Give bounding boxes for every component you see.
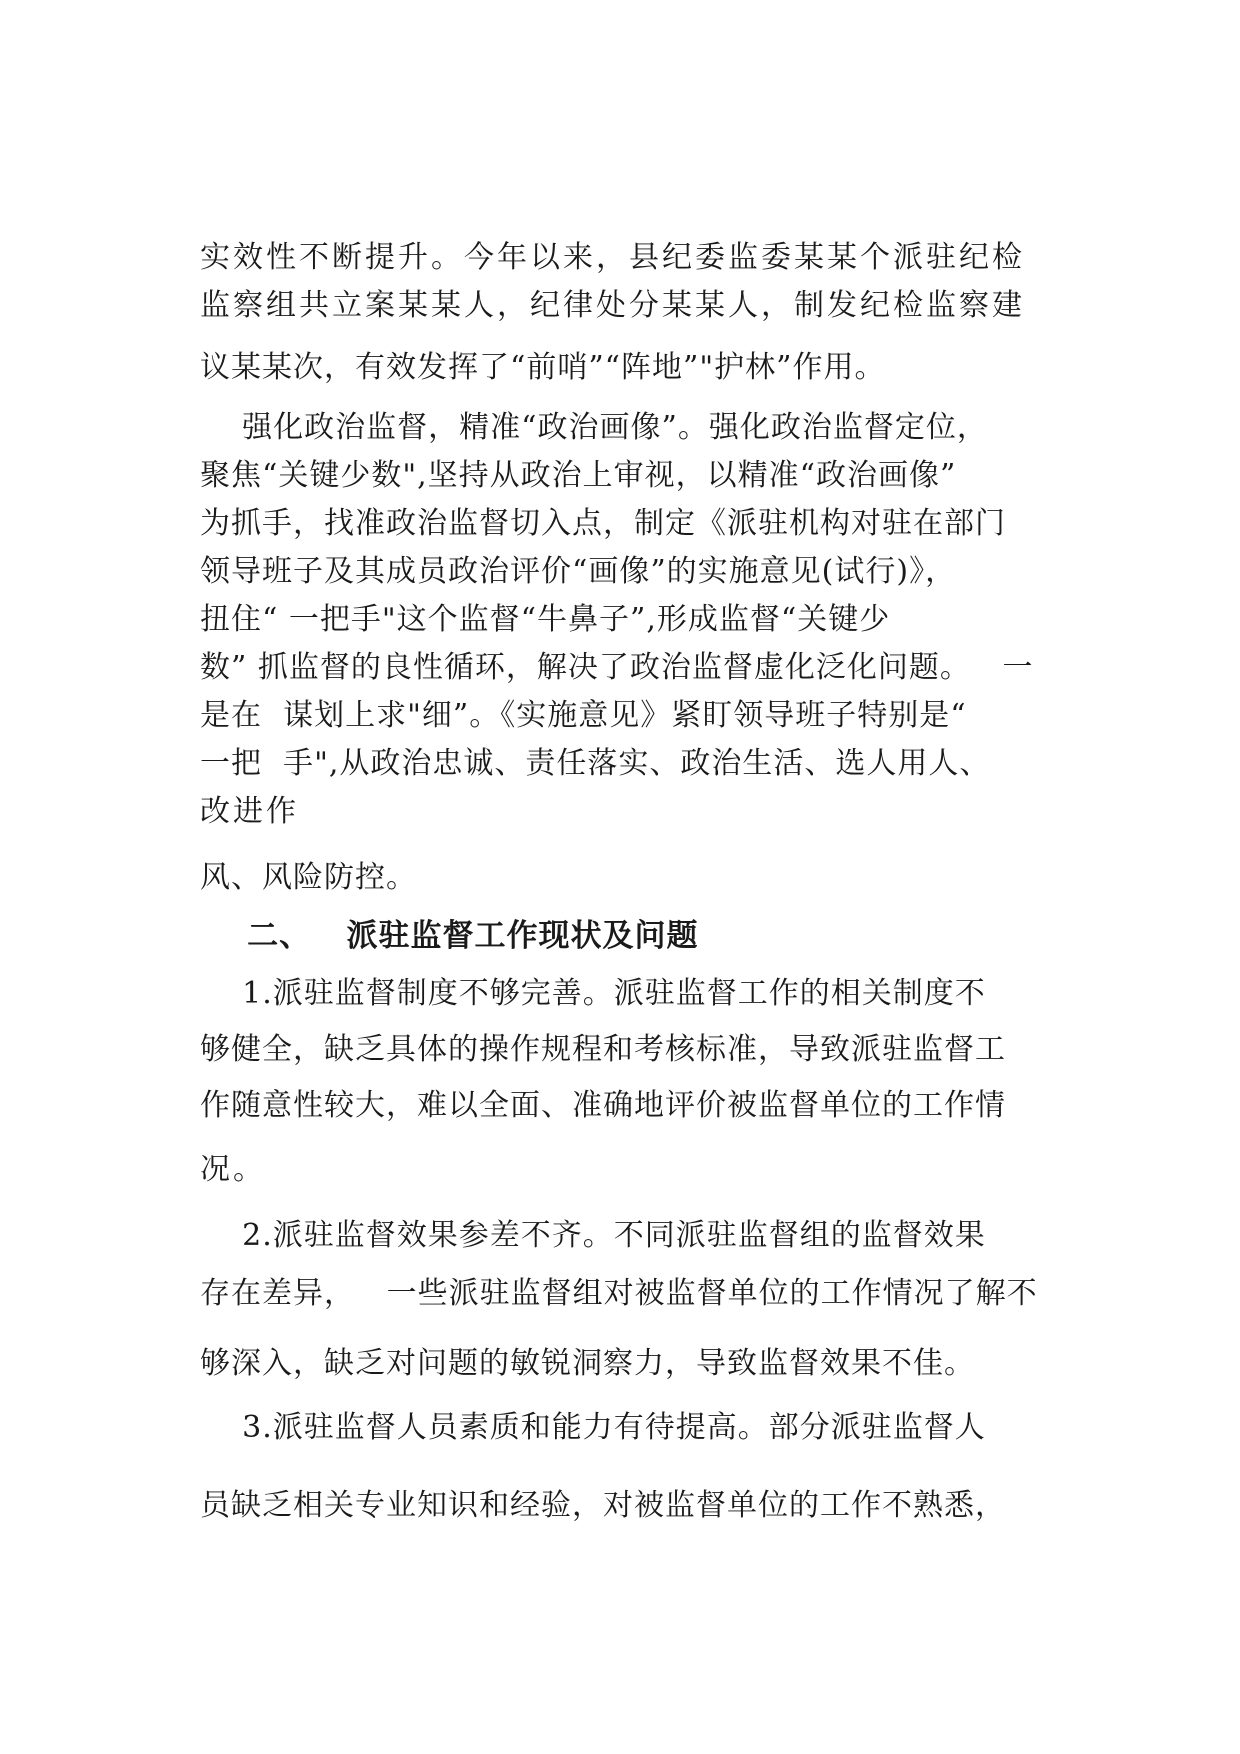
text-line: 2.派驻监督效果参差不齐。不同派驻监督组的监督效果 — [200, 1218, 986, 1253]
text-line: 改进作 — [200, 794, 299, 829]
text-line: 存在差异， 一些派驻监督组对被监督单位的工作情况了解不 — [200, 1276, 1038, 1311]
text-line: 数” 抓监督的良性循环，解决了政治监督虚化泛化问题。 一 — [200, 650, 1034, 685]
text-line: 3.派驻监督人员素质和能力有待提高。部分派驻监督人 — [200, 1410, 986, 1445]
text-line: 监察组共立案某某人，纪律处分某某人，制发纪检监察建 — [200, 288, 1025, 323]
text-line: 作随意性较大，难以全面、准确地评价被监督单位的工作情 — [200, 1088, 1006, 1123]
text-line: 够深入，缺乏对问题的敏锐洞察力，导致监督效果不佳。 — [200, 1346, 975, 1381]
text-line: 扭住“ 一把手"这个监督“牛鼻子”,形成监督“关键少 — [200, 602, 891, 637]
text-line: 况。 — [200, 1152, 266, 1187]
text-line: 聚焦“关键少数",坚持从政治上审视，以精准“政治画像” — [200, 458, 957, 493]
text-line: 强化政治监督，精准“政治画像”。强化政治监督定位， — [200, 410, 988, 445]
text-line: 领导班子及其成员政治评价“画像”的实施意见(试行)》， — [200, 554, 957, 589]
text-line: 为抓手，找准政治监督切入点，制定《派驻机构对驻在部门 — [200, 506, 1006, 541]
section-heading: 二、 派驻监督工作现状及问题 — [200, 918, 699, 954]
text-line: 实效性不断提升。今年以来，县纪委监委某某个派驻纪检 — [200, 240, 1025, 275]
text-line: 够健全，缺乏具体的操作规程和考核标准，导致派驻监督工 — [200, 1032, 1006, 1067]
text-line: 风、风险防控。 — [200, 860, 417, 895]
text-line: 员缺乏相关专业知识和经验，对被监督单位的工作不熟悉， — [200, 1488, 1006, 1523]
text-line: 一把 手",从政治忠诚、责任落实、政治生活、选人用人、 — [200, 746, 991, 781]
text-line: 议某某次，有效发挥了“前哨”“阵地”"护林”作用。 — [200, 350, 886, 385]
text-line: 是在 谋划上求"细”。《实施意见》紧盯领导班子特别是“ — [200, 698, 967, 733]
text-line: 1.派驻监督制度不够完善。派驻监督工作的相关制度不 — [200, 976, 986, 1011]
